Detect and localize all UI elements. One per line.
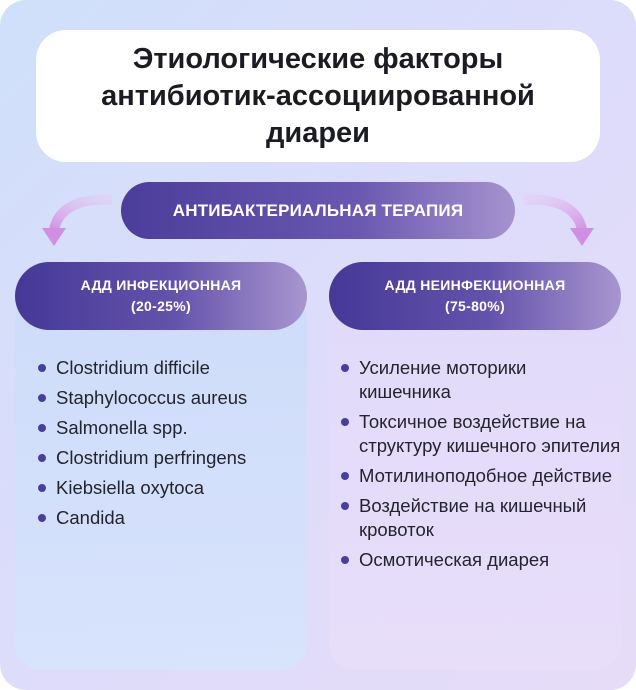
bullet-icon [38, 484, 46, 492]
list-item-text: Clostridium perfringens [56, 447, 247, 468]
bullet-icon [38, 364, 46, 372]
diagram-title: Этиологические факторы антибиотик-ассоциированной диареи [101, 42, 535, 149]
infectious-heading: АДД ИНФЕКЦИОННАЯ [80, 277, 242, 293]
curved-arrow-down-right-icon [524, 194, 596, 248]
list-item [38, 506, 298, 530]
curved-arrow-down-left-icon [40, 194, 112, 248]
bullet-icon [38, 454, 46, 462]
list-item-text: Воздействие на кишечный кровоток [359, 495, 587, 540]
bullet-icon [341, 472, 349, 480]
list-item [38, 386, 298, 410]
therapy-pill: АНТИБАКТЕРИАЛЬНАЯ ТЕРАПИЯ [121, 182, 515, 239]
list-item [341, 464, 621, 488]
list-item-text: Токсичное воздействие на структуру кишечного эпителия [359, 411, 621, 456]
list-item-text: Мотилиноподобное действие [359, 465, 613, 486]
list-item-text: Усиление моторики кишечника [359, 357, 527, 402]
infectious-list [38, 356, 298, 536]
list-item [341, 548, 621, 572]
list-item-text: Clostridium difficile [56, 357, 210, 378]
bullet-icon [341, 418, 349, 426]
noninfectious-heading: АДД НЕИНФЕКЦИОННАЯ [384, 277, 566, 293]
bullet-icon [341, 556, 349, 564]
bullet-icon [38, 424, 46, 432]
list-item-text: Осмотическая диарея [359, 549, 550, 570]
list-item-text: Candida [56, 507, 125, 528]
list-item [38, 356, 298, 380]
noninfectious-percent: (75-80%) [445, 298, 505, 314]
bullet-icon [341, 502, 349, 510]
bullet-icon [38, 394, 46, 402]
infectious-percent: (20-25%) [131, 298, 191, 314]
bullet-icon [38, 514, 46, 522]
list-item [341, 356, 621, 404]
bullet-icon [341, 364, 349, 372]
list-item-text: Staphylococcus aureus [56, 387, 248, 408]
noninfectious-list [341, 356, 621, 578]
infectious-heading-pill [15, 262, 307, 330]
list-item [38, 416, 298, 440]
list-item [38, 476, 298, 500]
list-item [341, 410, 621, 458]
list-item-text: Kiebsiella oxytoca [56, 477, 205, 498]
list-item [38, 446, 298, 470]
list-item [341, 494, 621, 542]
noninfectious-heading-pill [329, 262, 621, 330]
title-box [36, 30, 600, 162]
list-item-text: Salmonella spp. [56, 417, 188, 438]
